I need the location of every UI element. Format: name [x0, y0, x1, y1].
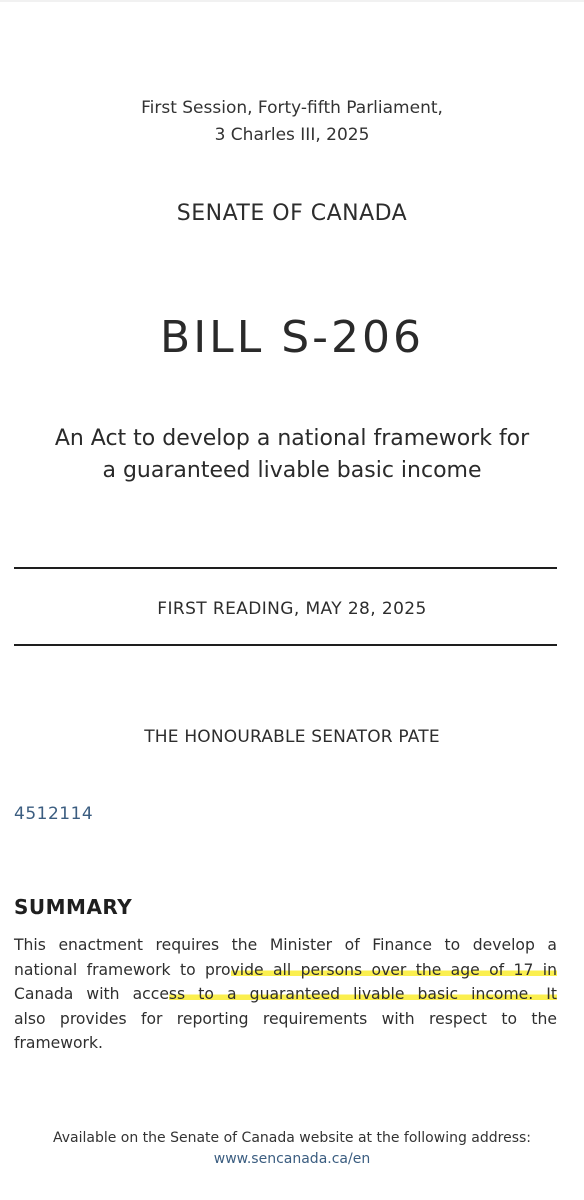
page-top-edge	[0, 0, 584, 2]
divider-top	[14, 567, 557, 569]
summary-line-2	[14, 958, 557, 983]
session-info	[0, 95, 584, 149]
summary-line-3-text: Canada with acce	[14, 985, 169, 1004]
bill-long-title	[0, 423, 584, 487]
document-number: 4512114	[14, 804, 94, 824]
session-line-2: 3 Charles III, 2025	[214, 125, 370, 145]
availability-note: Available on the Senate of Canada website at the following address:	[52, 1130, 532, 1146]
bill-number: BILL S-206	[160, 312, 424, 363]
summary-line-5: framework.	[14, 1034, 103, 1053]
chamber-name: SENATE OF CANADA	[176, 201, 408, 226]
sponsor-name: THE HONOURABLE SENATOR PATE	[144, 727, 440, 747]
long-title-line-2: a guaranteed livable basic income	[102, 458, 482, 483]
summary-body	[14, 933, 557, 1056]
summary-highlight-2: ss to a guaranteed livable basic income. It	[168, 985, 557, 1004]
summary-line-4: also provides for reporting requirements with respect to the	[14, 1009, 557, 1028]
website-link[interactable]: www.sencanada.ca/en	[213, 1151, 371, 1167]
session-line-1: First Session, Forty-fifth Parliament,	[141, 98, 443, 118]
summary-line-3	[14, 982, 557, 1007]
summary-highlight-1: vide all persons over the age of 17 in	[230, 960, 557, 979]
summary-heading: SUMMARY	[14, 895, 133, 919]
footer	[0, 1128, 584, 1170]
summary-line-2-text: national framework to pro	[14, 960, 231, 979]
summary-line-1: This enactment requires the Minister of Finance to develop a	[14, 936, 557, 954]
divider-bottom	[14, 644, 557, 646]
long-title-line-1: An Act to develop a national framework for	[54, 426, 530, 451]
first-reading-date: FIRST READING, MAY 28, 2025	[157, 599, 427, 619]
